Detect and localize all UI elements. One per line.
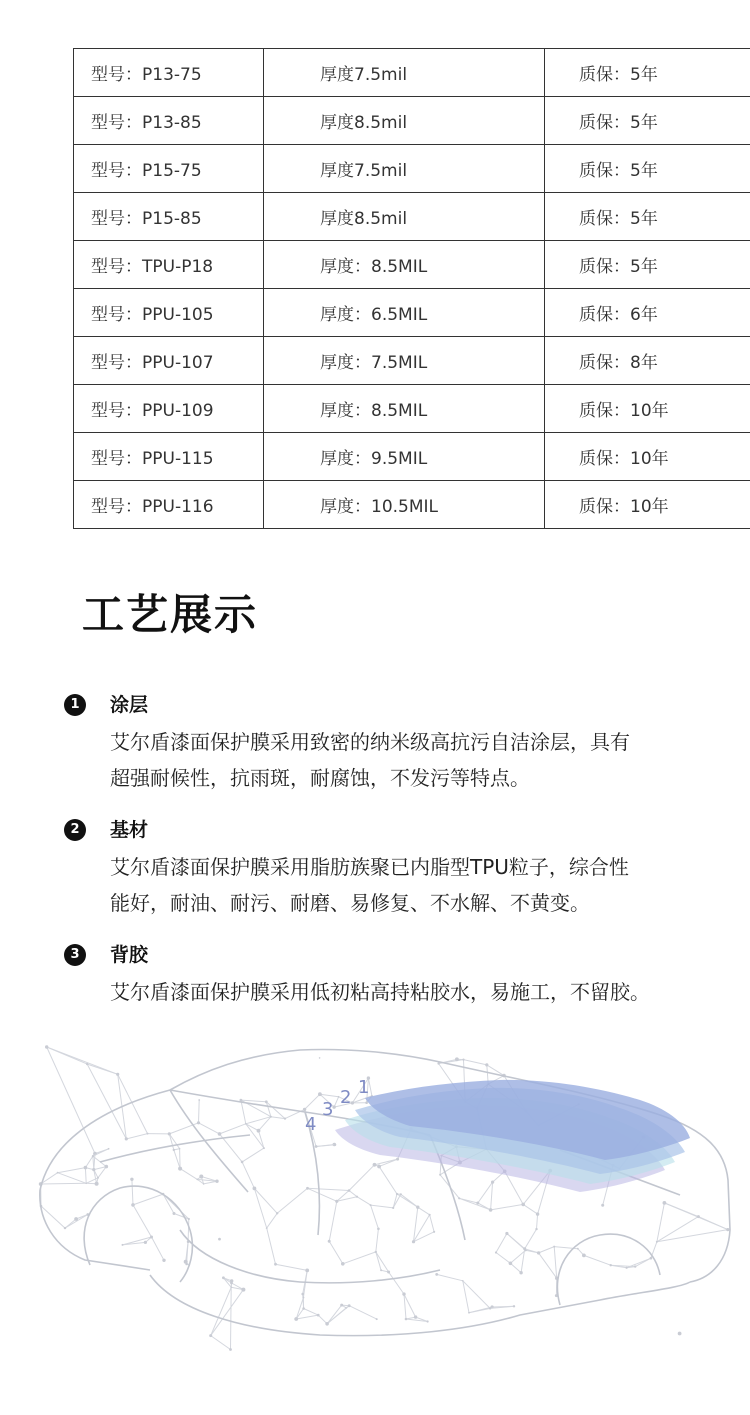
mesh-line (357, 1197, 371, 1205)
mesh-dot (392, 1207, 394, 1209)
number-badge: 3 (64, 944, 86, 966)
mesh-dot (455, 1057, 459, 1061)
feature-description (110, 724, 740, 796)
mesh-dot (84, 1166, 88, 1170)
mesh-dot (485, 1063, 488, 1066)
mesh-dot (509, 1262, 513, 1266)
mesh-line (242, 1162, 254, 1189)
mesh-dot (610, 1264, 612, 1266)
mesh-dot (462, 1280, 464, 1282)
mesh-line (376, 1229, 379, 1252)
mesh-line (539, 1253, 557, 1278)
mesh-dot (64, 1227, 66, 1229)
model-cell: 型号：P13-75 (74, 49, 264, 97)
mesh-line (349, 1165, 375, 1191)
description-line: 艾尔盾漆面保护膜采用低初粘高持粘胶水，易施工，不留胶。 (110, 980, 650, 1004)
section-title: 工艺展示 (82, 590, 259, 639)
model-cell: 型号：PPU-115 (74, 433, 264, 481)
table-row (74, 97, 750, 145)
mesh-line (491, 1204, 524, 1210)
mesh-dot (328, 1240, 331, 1243)
mesh-line (231, 1287, 232, 1349)
description-line: 能好，耐油、耐污、耐磨、易修复、不水解、不黄变。 (110, 891, 590, 915)
thickness-cell: 厚度：8.5MIL (264, 241, 545, 289)
layer-label: 1 (358, 1077, 370, 1098)
mesh-dot (577, 1248, 579, 1250)
mesh-line (118, 1074, 148, 1133)
mesh-line (308, 1188, 350, 1190)
feature-title: 基材 (110, 819, 149, 841)
mesh-line (393, 1194, 401, 1208)
mesh-line (329, 1201, 337, 1241)
mesh-dot (245, 1123, 247, 1125)
mesh-dot (334, 1144, 336, 1146)
mesh-dot (198, 1099, 200, 1101)
thickness-cell: 厚度8.5mil (264, 97, 545, 145)
mesh-line (126, 1134, 147, 1139)
mesh-line (376, 1252, 381, 1270)
mesh-dot (491, 1181, 494, 1184)
mesh-dot (656, 1241, 658, 1243)
mesh-dot (439, 1174, 441, 1176)
mesh-line (327, 1305, 342, 1324)
table-row (74, 385, 750, 433)
mesh-line (241, 1100, 246, 1124)
feature-title: 背胶 (110, 944, 149, 966)
description-line: 超强耐候性，抗雨斑，耐腐蚀，不发污等特点。 (110, 766, 530, 790)
mesh-line (376, 1252, 389, 1272)
mesh-line (133, 1205, 152, 1237)
thickness-cell: 厚度8.5mil (264, 193, 545, 241)
mesh-dot (348, 1189, 351, 1192)
model-cell: 型号：PPU-107 (74, 337, 264, 385)
mesh-dot (265, 1100, 268, 1103)
mesh-dot (582, 1254, 586, 1258)
layer-label: 2 (340, 1087, 352, 1108)
mesh-line (87, 1064, 126, 1139)
mesh-line (469, 1308, 490, 1312)
mesh-dot (634, 1265, 636, 1267)
mesh-line (204, 1181, 217, 1184)
table-row (74, 433, 750, 481)
mesh-line (93, 1156, 94, 1170)
mesh-dot (697, 1215, 700, 1218)
mesh-dot (396, 1193, 398, 1195)
model-cell: 型号：TPU-P18 (74, 241, 264, 289)
car-outline (40, 1050, 730, 1336)
mesh-dot (130, 1178, 133, 1181)
mesh-line (464, 1060, 487, 1065)
model-cell: 型号：PPU-105 (74, 289, 264, 337)
mesh-dot (86, 1063, 88, 1065)
mesh-dot (335, 1200, 338, 1203)
mesh-dot (184, 1260, 188, 1264)
description-line: 艾尔盾漆面保护膜采用致密的纳米级高抗污自洁涂层，具有 (110, 730, 630, 754)
mesh-dot (173, 1149, 175, 1151)
mesh-line (525, 1229, 537, 1249)
mesh-line (437, 1274, 463, 1280)
mesh-dot (601, 1204, 604, 1207)
mesh-line (254, 1188, 266, 1228)
mesh-line (349, 1191, 357, 1197)
mesh-dot (433, 1231, 435, 1233)
mesh-line (491, 1182, 493, 1210)
mesh-dot (678, 1332, 682, 1336)
mesh-dot (519, 1271, 522, 1274)
mesh-line (304, 1309, 319, 1316)
warranty-cell: 质保：5年 (545, 193, 750, 241)
mesh-line (277, 1188, 307, 1213)
mesh-line (169, 1123, 198, 1134)
mesh-line (496, 1253, 510, 1264)
mesh-line (393, 1194, 397, 1208)
number-badge: 2 (64, 819, 86, 841)
mesh-line (41, 1183, 86, 1184)
thickness-cell: 厚度：9.5MIL (264, 433, 545, 481)
mesh-dot (230, 1287, 232, 1289)
mesh-line (418, 1207, 430, 1215)
wireframe-car-mesh (39, 1045, 730, 1351)
mesh-line (163, 1194, 174, 1213)
mesh-dot (302, 1307, 305, 1310)
mesh-dot (105, 1165, 109, 1169)
mesh-dot (400, 1193, 402, 1195)
mesh-dot (147, 1133, 149, 1135)
mesh-dot (209, 1334, 212, 1337)
mesh-dot (650, 1257, 653, 1260)
mesh-line (296, 1298, 303, 1320)
mesh-line (199, 1100, 200, 1123)
mesh-dot (230, 1282, 233, 1285)
mesh-dot (412, 1240, 415, 1243)
warranty-cell: 质保：5年 (545, 241, 750, 289)
mesh-dot (203, 1183, 205, 1185)
mesh-dot (168, 1132, 171, 1135)
mesh-dot (284, 1118, 286, 1120)
mesh-dot (325, 1322, 329, 1326)
mesh-line (584, 1255, 611, 1265)
mesh-dot (468, 1312, 470, 1314)
warranty-cell: 质保：6年 (545, 289, 750, 337)
mesh-dot (356, 1196, 358, 1198)
mesh-line (259, 1131, 264, 1148)
mesh-line (539, 1247, 555, 1253)
mesh-line (371, 1205, 394, 1208)
model-cell: 型号：P15-85 (74, 193, 264, 241)
model-cell: 型号：PPU-109 (74, 385, 264, 433)
mesh-dot (537, 1251, 540, 1254)
mesh-dot (405, 1318, 408, 1321)
layer-label: 4 (305, 1114, 317, 1135)
mesh-dot (377, 1228, 380, 1231)
table-row (74, 145, 750, 193)
mesh-line (459, 1198, 490, 1210)
mesh-dot (241, 1161, 244, 1164)
mesh-dot (315, 1145, 318, 1148)
mesh-line (133, 1194, 163, 1205)
mesh-line (65, 1215, 88, 1229)
thickness-cell: 厚度7.5mil (264, 145, 545, 193)
thickness-cell: 厚度：10.5MIL (264, 481, 545, 529)
mesh-line (308, 1188, 337, 1201)
mesh-line (58, 1173, 87, 1184)
mesh-dot (274, 1263, 277, 1266)
mesh-line (496, 1234, 507, 1253)
table-row (74, 481, 750, 529)
mesh-dot (427, 1320, 429, 1322)
mesh-line (303, 1270, 307, 1297)
mesh-line (180, 1149, 181, 1169)
mesh-dot (663, 1201, 667, 1205)
mesh-dot (306, 1187, 309, 1190)
mesh-dot (536, 1212, 539, 1215)
mesh-dot (303, 1108, 306, 1111)
mesh-dot (380, 1269, 382, 1271)
mesh-dot (218, 1132, 222, 1136)
mesh-line (507, 1234, 526, 1251)
mesh-dot (513, 1305, 515, 1307)
mesh-dot (116, 1073, 119, 1076)
mesh-dot (535, 1228, 537, 1230)
mesh-dot (196, 1179, 198, 1181)
mesh-dot (416, 1206, 419, 1209)
mesh-line (305, 1094, 320, 1109)
mesh-dot (726, 1228, 729, 1231)
layer-label: 3 (322, 1099, 334, 1120)
mesh-dot (45, 1045, 48, 1048)
mesh-line (241, 1100, 266, 1102)
mesh-dot (377, 1165, 381, 1169)
mesh-line (220, 1124, 246, 1134)
mesh-dot (317, 1314, 320, 1317)
thickness-cell: 厚度：8.5MIL (264, 385, 545, 433)
mesh-dot (414, 1315, 417, 1318)
mesh-dot (365, 1101, 368, 1104)
mesh-line (199, 1123, 220, 1134)
mesh-line (318, 1315, 327, 1324)
mesh-line (276, 1264, 308, 1270)
mesh-line (132, 1179, 133, 1205)
mesh-line (657, 1203, 665, 1242)
mesh-line (267, 1228, 276, 1264)
mesh-line (188, 1219, 189, 1242)
mesh-dot (215, 1180, 218, 1183)
mesh-dot (122, 1244, 124, 1246)
mesh-dot (178, 1167, 182, 1171)
mesh-line (58, 1168, 86, 1173)
mesh-dot (319, 1057, 321, 1059)
mesh-line (478, 1182, 493, 1203)
thickness-cell: 厚度7.5mil (264, 49, 545, 97)
mesh-dot (199, 1175, 203, 1179)
mesh-dot (521, 1203, 525, 1207)
mesh-dot (301, 1293, 304, 1296)
mesh-line (329, 1241, 343, 1264)
warranty-cell: 质保：8年 (545, 337, 750, 385)
mesh-line (430, 1215, 435, 1232)
mesh-dot (92, 1155, 94, 1157)
mesh-line (85, 1156, 93, 1168)
mesh-line (296, 1315, 318, 1319)
table-row (74, 337, 750, 385)
warranty-cell: 质保：5年 (545, 97, 750, 145)
table-row (74, 241, 750, 289)
mesh-dot (266, 1227, 268, 1229)
mesh-dot (553, 1246, 555, 1248)
mesh-dot (318, 1092, 322, 1096)
thickness-cell: 厚度：6.5MIL (264, 289, 545, 337)
feature-description (110, 974, 740, 1010)
mesh-line (174, 1150, 180, 1169)
mesh-dot (179, 1148, 181, 1150)
mesh-line (371, 1205, 379, 1229)
mesh-dot (218, 1238, 221, 1241)
mesh-dot (173, 1212, 176, 1215)
mesh-dot (253, 1187, 257, 1191)
mesh-dot (197, 1121, 200, 1124)
mesh-dot (341, 1262, 345, 1266)
feature-description (110, 849, 740, 921)
mesh-line (664, 1203, 698, 1217)
mesh-line (537, 1214, 538, 1229)
mesh-dot (74, 1217, 78, 1221)
mesh-dot (489, 1208, 493, 1212)
mesh-dot (222, 1276, 225, 1279)
mesh-dot (150, 1236, 153, 1239)
mesh-line (327, 1306, 349, 1324)
mesh-dot (131, 1203, 135, 1207)
mesh-dot (489, 1307, 491, 1309)
mesh-dot (305, 1269, 309, 1273)
mesh-dot (294, 1317, 298, 1321)
mesh-line (510, 1263, 521, 1272)
mesh-line (180, 1169, 197, 1180)
mesh-dot (462, 1059, 464, 1061)
mesh-dot (348, 1304, 351, 1307)
mesh-line (267, 1213, 278, 1228)
mesh-dot (57, 1172, 59, 1174)
mesh-dot (626, 1267, 628, 1269)
mesh-line (246, 1124, 259, 1131)
mesh-line (523, 1204, 537, 1214)
mesh-line (85, 1168, 86, 1184)
model-cell: 型号：P15-75 (74, 145, 264, 193)
mesh-dot (505, 1232, 508, 1235)
description-line: 艾尔盾漆面保护膜采用脂肪族聚已内脂型TPU粒子，综合性 (110, 855, 629, 879)
mesh-dot (396, 1158, 399, 1161)
mesh-dot (402, 1292, 405, 1295)
mesh-dot (92, 1168, 95, 1171)
number-badge: 1 (64, 694, 86, 716)
mesh-dot (435, 1273, 438, 1276)
mesh-dot (188, 1218, 190, 1220)
mesh-line (554, 1247, 557, 1279)
mesh-dot (85, 1183, 87, 1185)
model-cell: 型号：P13-85 (74, 97, 264, 145)
feature-title: 涂层 (110, 694, 149, 716)
warranty-cell: 质保：10年 (545, 433, 750, 481)
mesh-dot (95, 1182, 99, 1186)
mesh-dot (375, 1251, 377, 1253)
mesh-dot (370, 1204, 372, 1206)
mesh-dot (429, 1214, 431, 1216)
mesh-dot (340, 1304, 343, 1307)
mesh-dot (144, 1241, 147, 1244)
mesh-dot (270, 1116, 272, 1118)
mesh-dot (376, 1318, 378, 1320)
protection-film-layers (335, 1080, 690, 1192)
mesh-dot (387, 1271, 390, 1274)
warranty-cell: 质保：10年 (545, 481, 750, 529)
mesh-line (41, 1206, 65, 1228)
mesh-dot (162, 1259, 165, 1262)
mesh-dot (373, 1163, 377, 1167)
warranty-cell: 质保：5年 (545, 49, 750, 97)
thickness-cell: 厚度：7.5MIL (264, 337, 545, 385)
mesh-line (242, 1148, 264, 1162)
mesh-dot (229, 1348, 232, 1351)
table-row (74, 289, 750, 337)
mesh-dot (257, 1129, 261, 1133)
mesh-dot (108, 1148, 110, 1150)
mesh-dot (241, 1288, 245, 1292)
mesh-dot (263, 1147, 265, 1149)
warranty-cell: 质保：10年 (545, 385, 750, 433)
model-cell: 型号：PPU-116 (74, 481, 264, 529)
mesh-dot (125, 1137, 128, 1140)
mesh-line (627, 1258, 651, 1268)
mesh-line (389, 1272, 404, 1294)
mesh-line (379, 1167, 397, 1195)
mesh-dot (476, 1202, 479, 1205)
mesh-dot (276, 1212, 278, 1214)
mesh-line (343, 1252, 376, 1264)
table-row (74, 49, 750, 97)
spec-table (73, 48, 750, 529)
warranty-cell: 质保：5年 (545, 145, 750, 193)
mesh-dot (302, 1297, 304, 1299)
mesh-dot (97, 1177, 99, 1179)
mesh-line (152, 1237, 165, 1260)
mesh-dot (495, 1251, 497, 1253)
mesh-line (211, 1336, 231, 1350)
table-row (74, 193, 750, 241)
mesh-dot (523, 1247, 526, 1250)
mesh-line (349, 1306, 377, 1319)
mesh-dot (458, 1197, 460, 1199)
